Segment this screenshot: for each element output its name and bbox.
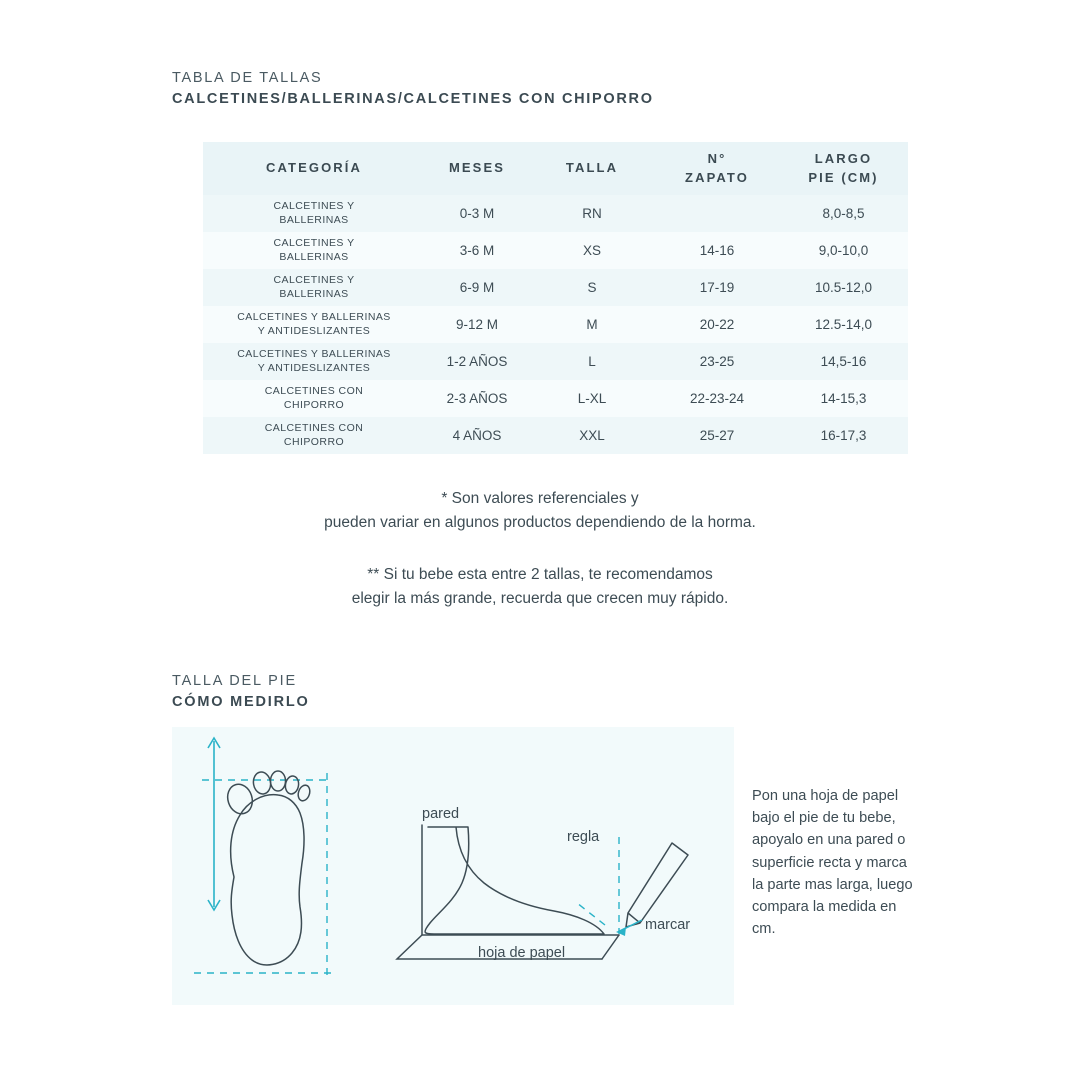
cell-zapato: 20-22	[655, 306, 779, 343]
cell-meses: 3-6 M	[425, 232, 529, 269]
foot-title-line2: CÓMO MEDIRLO	[172, 694, 310, 710]
cell-largo: 8,0-8,5	[779, 195, 908, 232]
table-row	[203, 306, 908, 343]
cell-largo: 16-17,3	[779, 417, 908, 454]
cell-largo: 10.5-12,0	[779, 269, 908, 306]
cell-categoria-line2: Y ANTIDESLIZANTES	[257, 361, 371, 374]
note-referencial-line2: pueden variar en algunos productos dependiendo de la horma.	[324, 514, 756, 532]
table-title-block	[172, 70, 654, 107]
foot-title-block	[172, 673, 310, 710]
cell-meses: 2-3 AÑOS	[425, 380, 529, 417]
cell-zapato	[655, 195, 779, 232]
cell-meses: 6-9 M	[425, 269, 529, 306]
cell-meses: 9-12 M	[425, 306, 529, 343]
header-categoria: CATEGORÍA	[203, 142, 425, 195]
cell-talla: L	[529, 343, 655, 380]
note-referencial	[0, 487, 1080, 535]
note-entre-tallas-line2: elegir la más grande, recuerda que crecen muy rápido.	[351, 590, 729, 608]
size-table	[203, 142, 908, 454]
header-largo-pie-line1: LARGO	[814, 150, 873, 166]
header-numero-zapato	[655, 142, 779, 195]
note-entre-tallas	[0, 563, 1080, 611]
cell-zapato: 22-23-24	[655, 380, 779, 417]
foot-measure-diagram	[172, 727, 734, 1005]
label-regla: regla	[567, 829, 600, 845]
cell-categoria-line1: CALCETINES CON	[264, 384, 364, 397]
cell-largo: 12.5-14,0	[779, 306, 908, 343]
marcar-arrow	[616, 920, 642, 936]
cell-talla: M	[529, 306, 655, 343]
cell-meses: 4 AÑOS	[425, 417, 529, 454]
cell-categoria-line1: CALCETINES Y	[273, 236, 355, 249]
cell-categoria-line1: CALCETINES Y	[273, 199, 355, 212]
cell-talla: S	[529, 269, 655, 306]
header-largo-pie	[779, 142, 908, 195]
cell-largo: 9,0-10,0	[779, 232, 908, 269]
table-row	[203, 343, 908, 380]
cell-talla: RN	[529, 195, 655, 232]
label-hoja-de-papel: hoja de papel	[478, 945, 566, 961]
table-row	[203, 195, 908, 232]
note-entre-tallas-line1: ** Si tu bebe esta entre 2 tallas, te recomendamos	[367, 566, 713, 584]
cell-talla: L-XL	[529, 380, 655, 417]
cell-categoria	[203, 232, 425, 269]
cell-zapato: 25-27	[655, 417, 779, 454]
cell-talla: XS	[529, 232, 655, 269]
header-numero-zapato-line1: N°	[707, 150, 727, 166]
header-numero-zapato-line2: ZAPATO	[685, 169, 749, 185]
vertical-measure-arrow	[208, 738, 220, 910]
note-referencial-line1: * Son valores referenciales y	[441, 490, 639, 507]
cell-zapato: 17-19	[655, 269, 779, 306]
cell-categoria	[203, 195, 425, 232]
header-talla: TALLA	[529, 142, 655, 195]
cell-categoria-line2: CHIPORRO	[283, 398, 345, 411]
cell-categoria	[203, 417, 425, 454]
table-notes	[0, 487, 1080, 611]
instructions-text: Pon una hoja de papel bajo el pie de tu bebe, apoyalo en una pared o superficie recta y marca la parte mas larga, luego compara la medida en cm.	[752, 788, 913, 938]
header-meses: MESES	[425, 142, 529, 195]
cell-largo: 14-15,3	[779, 380, 908, 417]
cell-categoria-line1: CALCETINES CON	[264, 421, 364, 434]
table-header-row	[203, 142, 908, 195]
table-row	[203, 269, 908, 306]
header-largo-pie-line2: PIE (CM)	[808, 169, 879, 185]
table-row	[203, 232, 908, 269]
foot-outline-icon	[224, 771, 312, 965]
cell-categoria	[203, 343, 425, 380]
cell-categoria-line1: CALCETINES Y BALLERINAS	[237, 347, 391, 360]
cell-zapato: 14-16	[655, 232, 779, 269]
cell-meses: 1-2 AÑOS	[425, 343, 529, 380]
cell-categoria	[203, 306, 425, 343]
table-row	[203, 380, 908, 417]
cell-talla: XXL	[529, 417, 655, 454]
cell-categoria-line1: CALCETINES Y BALLERINAS	[237, 310, 391, 323]
cell-categoria-line2: Y ANTIDESLIZANTES	[257, 324, 371, 337]
cell-meses: 0-3 M	[425, 195, 529, 232]
cell-largo: 14,5-16	[779, 343, 908, 380]
cell-categoria	[203, 269, 425, 306]
cell-categoria	[203, 380, 425, 417]
cell-categoria-line2: CHIPORRO	[283, 435, 345, 448]
foot-title-line1: TALLA DEL PIE	[172, 673, 297, 689]
table-title-line1: TABLA DE TALLAS	[172, 70, 323, 86]
cell-zapato: 23-25	[655, 343, 779, 380]
cell-categoria-line2: BALLERINAS	[279, 287, 349, 300]
side-view-group	[397, 825, 691, 959]
table-title-line2: CALCETINES/BALLERINAS/CALCETINES CON CHIPORRO	[172, 91, 654, 107]
cell-categoria-line2: BALLERINAS	[279, 250, 349, 263]
pencil-icon	[626, 843, 688, 927]
label-pared: pared	[422, 806, 460, 822]
label-marcar: marcar	[645, 917, 691, 933]
cell-categoria-line1: CALCETINES Y	[273, 273, 355, 286]
table-row	[203, 417, 908, 454]
cell-categoria-line2: BALLERINAS	[279, 213, 349, 226]
